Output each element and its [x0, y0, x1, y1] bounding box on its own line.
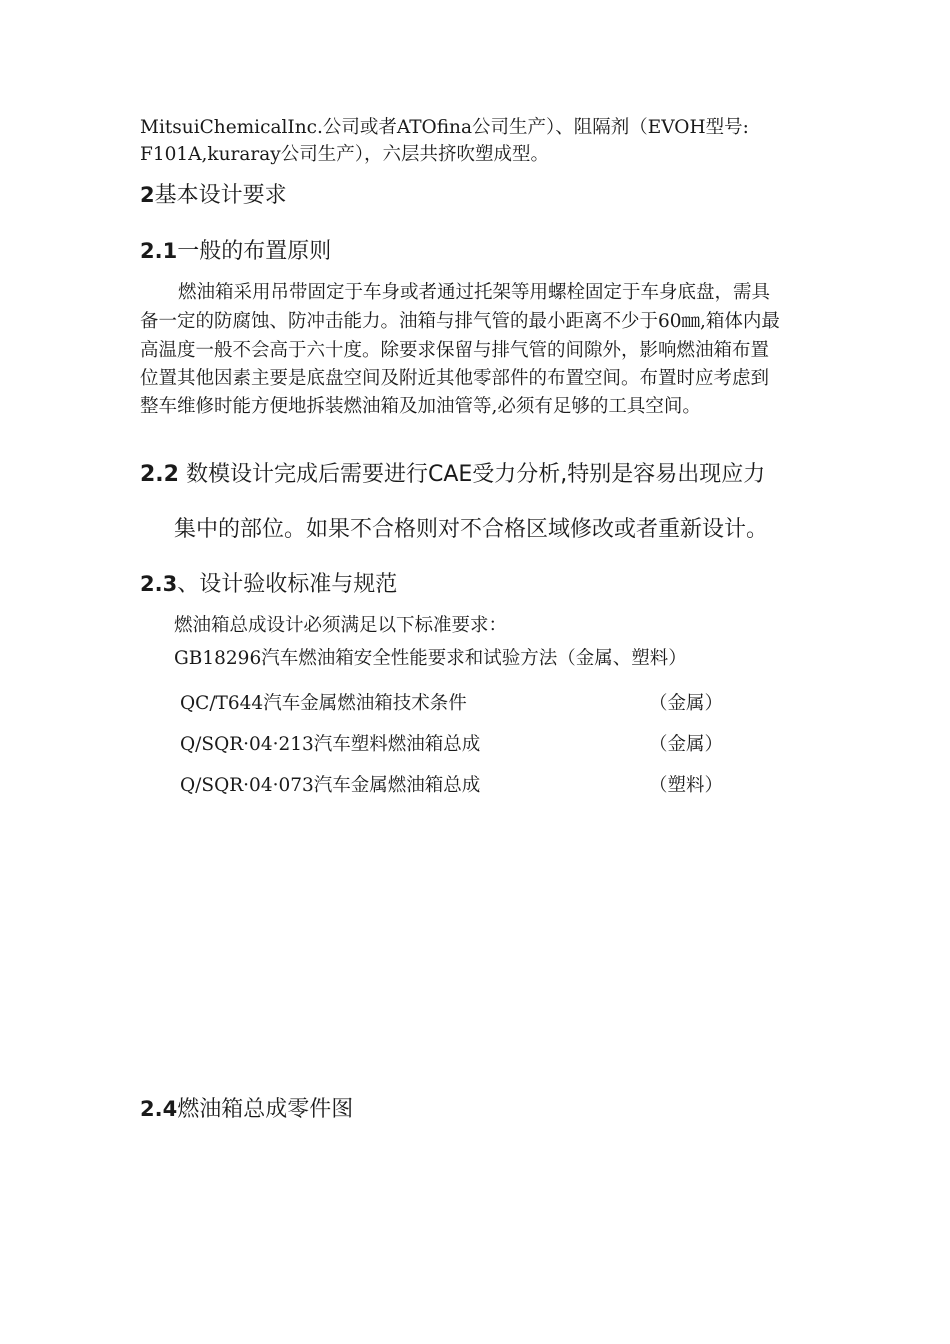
heading-line: 数模设计完成后需要进行CAE受力分析,特别是容易出现应力 — [185, 462, 766, 487]
standard-material: （塑料） — [649, 775, 724, 796]
heading-section-2-2 — [140, 457, 765, 488]
paragraph-line: 备一定的防腐蚀、防冲击能力。油箱与排气管的最小距离不少于60㎜,箱体内最 — [140, 311, 780, 332]
standard-material: （金属） — [649, 693, 724, 714]
heading-number: 2.1 — [140, 239, 178, 263]
heading-number: 2 — [140, 183, 155, 207]
standard-name: Q/SQR·04·073汽车金属燃油箱总成 — [180, 775, 481, 796]
heading-section-2-4 — [140, 1092, 353, 1123]
heading-title: 基本设计要求 — [154, 183, 287, 208]
heading-title: 一般的布置原则 — [177, 239, 332, 264]
paragraph-line: 位置其他因素主要是底盘空间及附近其他零部件的布置空间。布置时应考虑到 — [140, 368, 770, 389]
section-2-2-continuation: 集中的部位。如果不合格则对不合格区域修改或者重新设计。 — [174, 517, 769, 542]
heading-title: 、设计验收标准与规范 — [177, 572, 398, 597]
heading-section-2 — [140, 178, 287, 209]
heading-section-2-1 — [140, 234, 331, 265]
standard-material: （金属） — [649, 734, 724, 755]
intro-line: F101A,kuraray公司生产），六层共挤吹塑成型。 — [140, 144, 549, 165]
standards-intro: 燃油箱总成设计必须满足以下标准要求： — [174, 615, 508, 636]
standard-name: QC/T644汽车金属燃油箱技术条件 — [180, 693, 467, 714]
standard-name: Q/SQR·04·213汽车塑料燃油箱总成 — [180, 734, 481, 755]
heading-number: 2.3 — [140, 572, 178, 596]
heading-number: 2.2 — [140, 462, 179, 487]
gb-standard: GB18296汽车燃油箱安全性能要求和试验方法（金属、塑料） — [174, 648, 687, 669]
paragraph-line: 燃油箱采用吊带固定于车身或者通过托架等用螺栓固定于车身底盘，需具 — [178, 282, 771, 303]
heading-section-2-3 — [140, 567, 397, 598]
heading-title: 燃油箱总成零件图 — [177, 1097, 354, 1122]
paragraph-line: 高温度一般不会高于六十度。除要求保留与排气管的间隙外，影响燃油箱布置 — [140, 340, 770, 361]
heading-number: 2.4 — [140, 1097, 178, 1121]
intro-line: MitsuiChemicalInc.公司或者ATOfina公司生产）、阻隔剂（EVOH型号: — [140, 117, 749, 138]
paragraph-line: 整车维修时能方便地拆装燃油箱及加油管等,必须有足够的工具空间。 — [140, 396, 701, 417]
